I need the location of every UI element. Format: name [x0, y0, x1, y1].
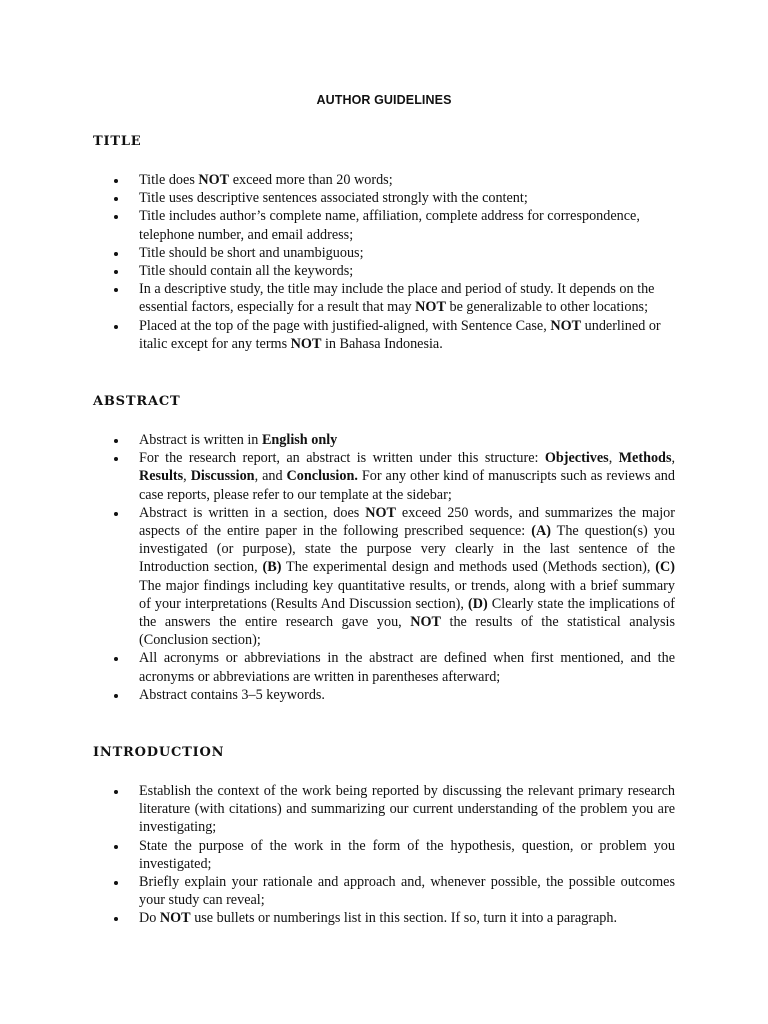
introduction-section-heading: INTRODUCTION — [93, 745, 225, 760]
bullet-icon — [114, 179, 118, 183]
bullet-icon — [114, 657, 118, 661]
emphasis-text: Methods — [618, 450, 672, 467]
bullet-icon — [114, 512, 118, 516]
list-item — [93, 431, 675, 449]
bullet-icon — [114, 197, 118, 201]
emphasis-text: NOT — [198, 172, 230, 188]
emphasis-text: NOT — [365, 504, 396, 521]
list-item — [93, 909, 675, 927]
list-item — [93, 504, 675, 650]
list-item — [93, 449, 675, 504]
emphasis-text: Objectives — [544, 450, 609, 467]
list-item-text: All acronyms or abbreviations in the abstract are defined when first mentioned, and the acronyms or abbreviations are written in parentheses afterward; — [139, 650, 675, 685]
abstract-section-heading: ABSTRACT — [93, 394, 181, 409]
list-item-text: Briefly explain your rationale and approach and, whenever possible, the possible outcomes your study can reveal; — [139, 874, 675, 909]
emphasis-text: (A) — [531, 523, 551, 540]
list-item — [93, 317, 675, 353]
list-item-text: Abstract contains 3–5 keywords. — [139, 686, 325, 703]
emphasis-text: Conclusion. — [286, 468, 358, 485]
emphasis-text: (D) — [468, 595, 488, 612]
bullet-icon — [114, 881, 118, 885]
bullet-icon — [114, 288, 118, 292]
bullet-icon — [114, 790, 118, 794]
list-item-text: Placed at the top of the page with justified-aligned, with Sentence Case, NOT underlined or italic except for any terms NOT in Bahasa Indonesia. — [139, 317, 661, 352]
list-item-text: For the research report, an abstract is written under this structure: Objectives, Methods, Results, Discussion, and Conclusion. For any other kind of manuscripts such as reviews and case reports, please refer to our template at the sidebar; — [139, 450, 676, 503]
bullet-icon — [114, 252, 118, 256]
emphasis-text: English only — [261, 432, 338, 448]
list-item — [93, 782, 675, 837]
emphasis-text: NOT — [290, 335, 322, 352]
list-item-text: Abstract is written in a section, does NOT exceed 250 words, and summarizes the major aspects of the entire paper in the following prescribed sequence: (A) The question(s) you investigated (or purpose), state the purpose very clearly in the last sentence of the Introduction section, (B) The experimental design and methods used (Methods section), (C) The major findings including key quantitative results, or trends, along with a brief summary of your interpretations (Results And Discussion section), (D) Clearly state the implications of the answers the entire research gave you, NOT the results of the statistical analysis (Conclusion section); — [139, 504, 675, 649]
list-item — [93, 189, 675, 207]
list-item — [93, 686, 675, 704]
emphasis-text: NOT — [159, 910, 191, 927]
list-item-text: Title should contain all the keywords; — [139, 263, 354, 280]
page-title: AUTHOR GUIDELINES — [316, 93, 452, 107]
bullet-icon — [114, 325, 118, 329]
list-item-text: In a descriptive study, the title may include the place and period of study. It depends on the essential factors, especially for a result that may NOT be generalizable to other locations; — [139, 281, 655, 316]
list-item-text: State the purpose of the work in the form of the hypothesis, question, or problem you investigated; — [139, 837, 675, 872]
bullet-icon — [114, 694, 118, 698]
bullet-icon — [114, 917, 118, 921]
emphasis-text: NOT — [550, 317, 582, 334]
list-item — [93, 649, 675, 685]
list-item-text: Title uses descriptive sentences associated strongly with the content; — [139, 190, 528, 207]
abstract-guidelines-list — [93, 431, 675, 704]
list-item — [93, 262, 675, 280]
list-item — [93, 244, 675, 262]
list-item-text: Title includes author’s complete name, affiliation, complete address for correspondence, telephone number, and email address; — [139, 208, 640, 243]
emphasis-text: Discussion — [190, 468, 255, 485]
bullet-icon — [114, 845, 118, 849]
list-item-text: Title should be short and unambiguous; — [139, 244, 364, 261]
title-guidelines-list — [93, 171, 675, 353]
list-item-text: Title does NOT exceed more than 20 words; — [139, 172, 393, 188]
emphasis-text: (C) — [655, 559, 675, 576]
emphasis-text: Results — [139, 468, 184, 485]
list-item — [93, 280, 675, 316]
bullet-icon — [114, 270, 118, 274]
list-item — [93, 837, 675, 873]
list-item-text: Establish the context of the work being reported by discussing the relevant primary research literature (with citations) and summarizing our current understanding of the problem you are investigating; — [139, 783, 675, 836]
emphasis-text: NOT — [415, 299, 446, 316]
emphasis-text: (B) — [262, 559, 282, 576]
list-item — [93, 171, 675, 189]
list-item-text: Abstract is written in English only — [139, 432, 338, 448]
bullet-icon — [114, 215, 118, 219]
list-item-text: Do NOT use bullets or numberings list in this section. If so, turn it into a paragraph. — [139, 910, 617, 927]
introduction-guidelines-list — [93, 782, 675, 928]
emphasis-text: NOT — [410, 614, 441, 631]
title-section-heading: TITLE — [93, 134, 142, 149]
list-item — [93, 207, 675, 243]
bullet-icon — [114, 439, 118, 443]
list-item — [93, 873, 675, 909]
bullet-icon — [114, 457, 118, 461]
